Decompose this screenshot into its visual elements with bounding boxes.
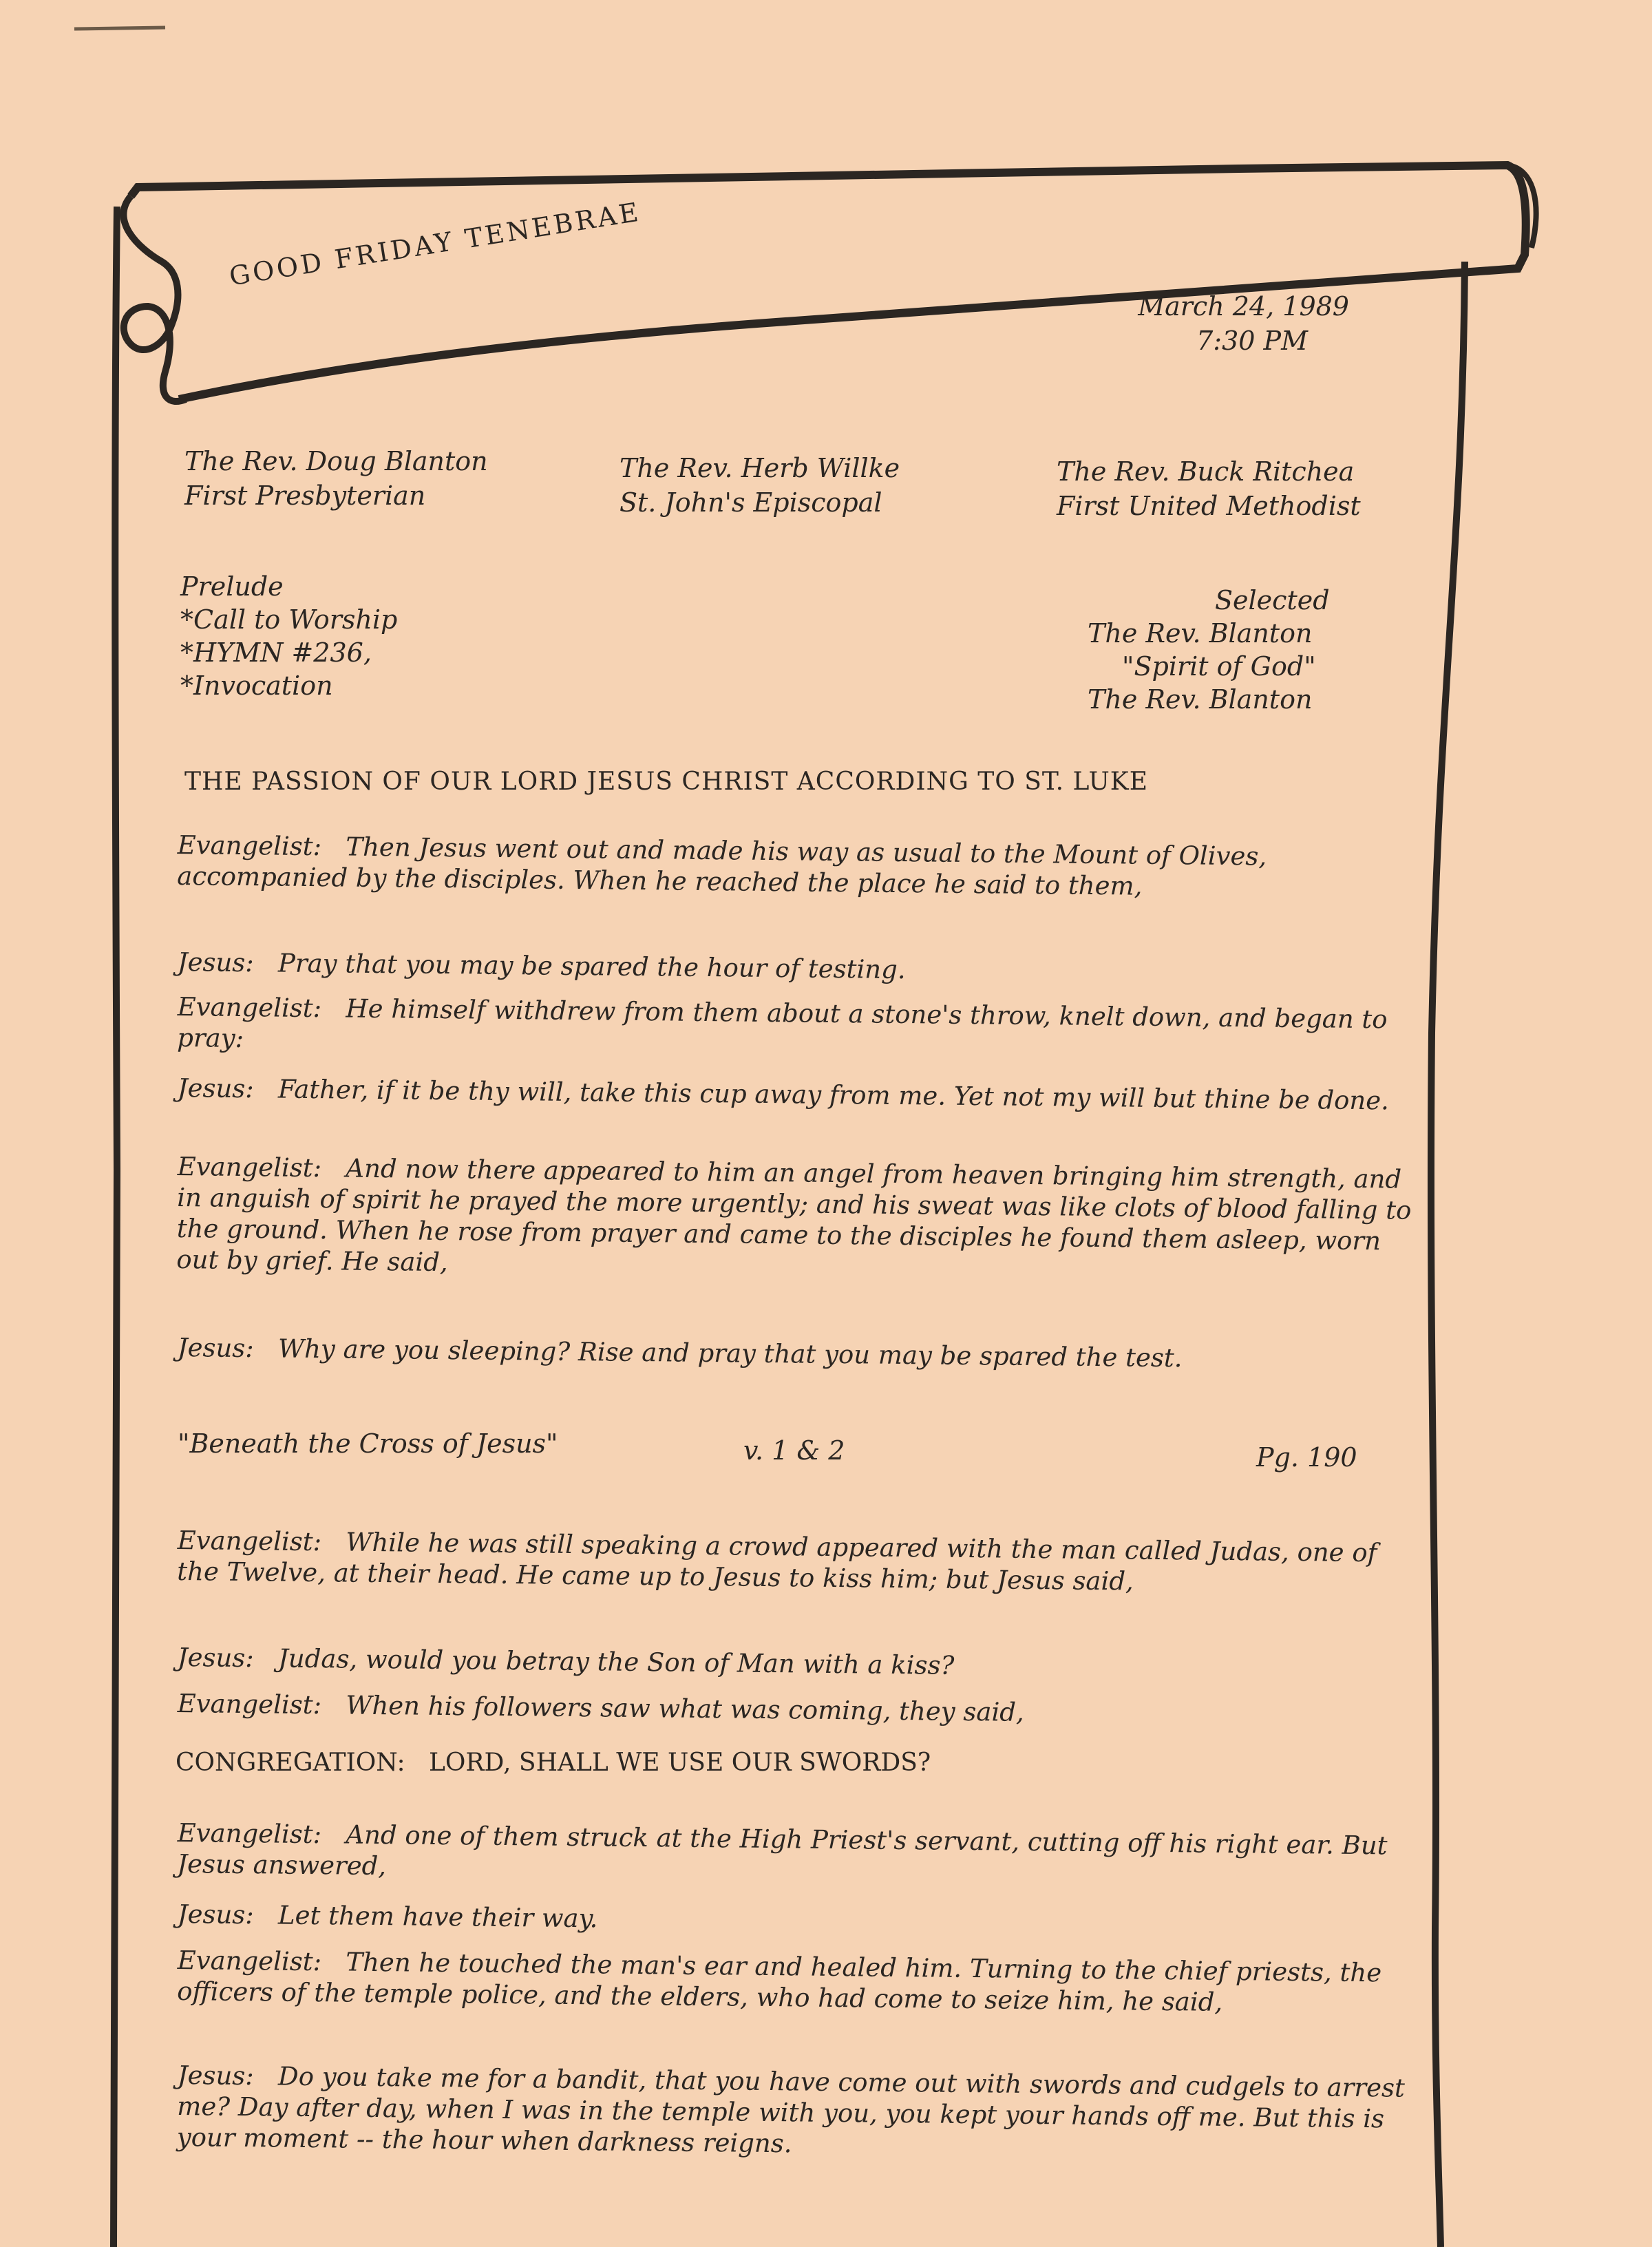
- order-items: [180, 570, 397, 702]
- response-text: LORD, SHALL WE USE OUR SWORDS?: [428, 1749, 931, 1777]
- speaker: Jesus:: [177, 947, 254, 978]
- passion-heading: THE PASSION OF OUR LORD JESUS CHRIST ACCORDING TO ST. LUKE: [184, 768, 1148, 796]
- reading-text: Let them have their way.: [277, 1900, 598, 1934]
- reading-text: Then he touched the man's ear and healed him. Turning to the chief priests, the officers of the temple police, and the elders, who had come to seize him, he said,: [177, 1947, 1382, 2017]
- speaker: Jesus:: [177, 1899, 254, 1930]
- reading: [177, 991, 1417, 1066]
- reading-text: Judas, would you betray the Son of Man with a kiss?: [277, 1643, 955, 1680]
- order-item: Prelude: [180, 571, 284, 602]
- order-details: [1088, 584, 1330, 716]
- reading-text: Then Jesus went out and made his way as usual to the Mount of Olives, accompanied by the disciples. When he reached the place he said to them,: [177, 832, 1267, 901]
- reading-text: And now there appeared to him an angel from heaven bringing him strength, and in anguish of spirit he prayed the more urgently; and his sweat was like clots of blood falling to the ground. When he rose from prayer and came to the disciples he found them asleep, worn out by grief. He said,: [176, 1153, 1412, 1278]
- pastor-1: [184, 444, 488, 513]
- order-item: *Call to Worship: [180, 604, 398, 635]
- reading: [177, 1817, 1417, 1892]
- speaker: Evangelist:: [177, 1818, 322, 1850]
- reading: [177, 2060, 1417, 2166]
- speaker: Evangelist:: [177, 1689, 322, 1720]
- reading-text: And one of them struck at the High Priest's servant, cutting off his right ear. But Jesus answered,: [177, 1819, 1388, 1881]
- reading-text: While he was still speaking a crowd appeared with the man called Judas, one of the Twelve, at their head. He came up to Jesus to kiss him; but Jesus said,: [177, 1527, 1377, 1596]
- speaker: Jesus:: [177, 1333, 254, 1364]
- pastor-3: [1057, 454, 1361, 523]
- hymn-page: Pg. 190: [1256, 1442, 1357, 1473]
- pastor-church: First Presbyterian: [184, 481, 426, 511]
- pastor-name: The Rev. Doug Blanton: [184, 446, 488, 476]
- reading-text: Father, if it be thy will, take this cup away from me. Yet not my will but thine be done.: [277, 1074, 1390, 1116]
- speaker: Jesus:: [177, 1643, 254, 1674]
- order-detail: Selected: [1215, 585, 1330, 615]
- reading: [177, 1525, 1417, 1600]
- order-item: *Invocation: [180, 671, 333, 701]
- hymn-verses: v. 1 & 2: [743, 1435, 845, 1466]
- order-item: *HYMN #236,: [180, 637, 372, 668]
- order-detail: The Rev. Blanton: [1088, 684, 1313, 715]
- reading-text: He himself withdrew from them about a stone's throw, knelt down, and began to pray:: [177, 993, 1388, 1054]
- order-detail: The Rev. Blanton: [1088, 618, 1313, 648]
- pastor-church: St. John's Episcopal: [620, 487, 882, 518]
- speaker: Evangelist:: [177, 992, 322, 1024]
- reading-text: When his followers saw what was coming, they said,: [346, 1690, 1024, 1727]
- service-title: GOOD FRIDAY TENEBRAE: [227, 196, 643, 292]
- speaker: Evangelist:: [177, 1945, 322, 1977]
- speaker: Evangelist:: [177, 1526, 322, 1557]
- staple-mark: [74, 28, 165, 29]
- scroll-banner: [131, 165, 1526, 399]
- scroll-right-edge: [1431, 262, 1465, 2247]
- speaker: CONGREGATION:: [176, 1749, 405, 1777]
- order-detail: "Spirit of God": [1122, 651, 1316, 682]
- reading: [177, 830, 1417, 905]
- pastor-2: [620, 451, 900, 520]
- pastor-name: The Rev. Herb Willke: [620, 453, 900, 483]
- speaker: Jesus:: [177, 2060, 254, 2091]
- speaker: Jesus:: [177, 1073, 254, 1104]
- hymn-title: "Beneath the Cross of Jesus": [178, 1428, 558, 1459]
- reading-text: Why are you sleeping? Rise and pray that you may be spared the test.: [277, 1333, 1183, 1373]
- reading: [177, 1945, 1417, 2020]
- pastor-church: First United Methodist: [1057, 491, 1361, 521]
- scroll-left-edge: [114, 207, 118, 2247]
- congregation-response: [176, 1749, 931, 1777]
- speaker: Evangelist:: [177, 1152, 322, 1183]
- service-time: 7:30 PM: [1196, 326, 1308, 356]
- reading-text: Pray that you may be spared the hour of testing.: [277, 948, 906, 985]
- service-datetime: [1115, 289, 1349, 358]
- speaker: Evangelist:: [177, 830, 322, 862]
- scroll-curl-left: [123, 196, 186, 401]
- reading-text: Do you take me for a bandit, that you have come out with swords and cudgels to arrest me? Day after day, when I was in the temple with you, you kept your hands off me. But this is your moment -- the hour when darkness reigns.: [176, 2061, 1406, 2159]
- reading: [176, 1151, 1417, 1288]
- service-date: March 24, 1989: [1138, 291, 1349, 321]
- pastor-name: The Rev. Buck Ritchea: [1057, 456, 1355, 487]
